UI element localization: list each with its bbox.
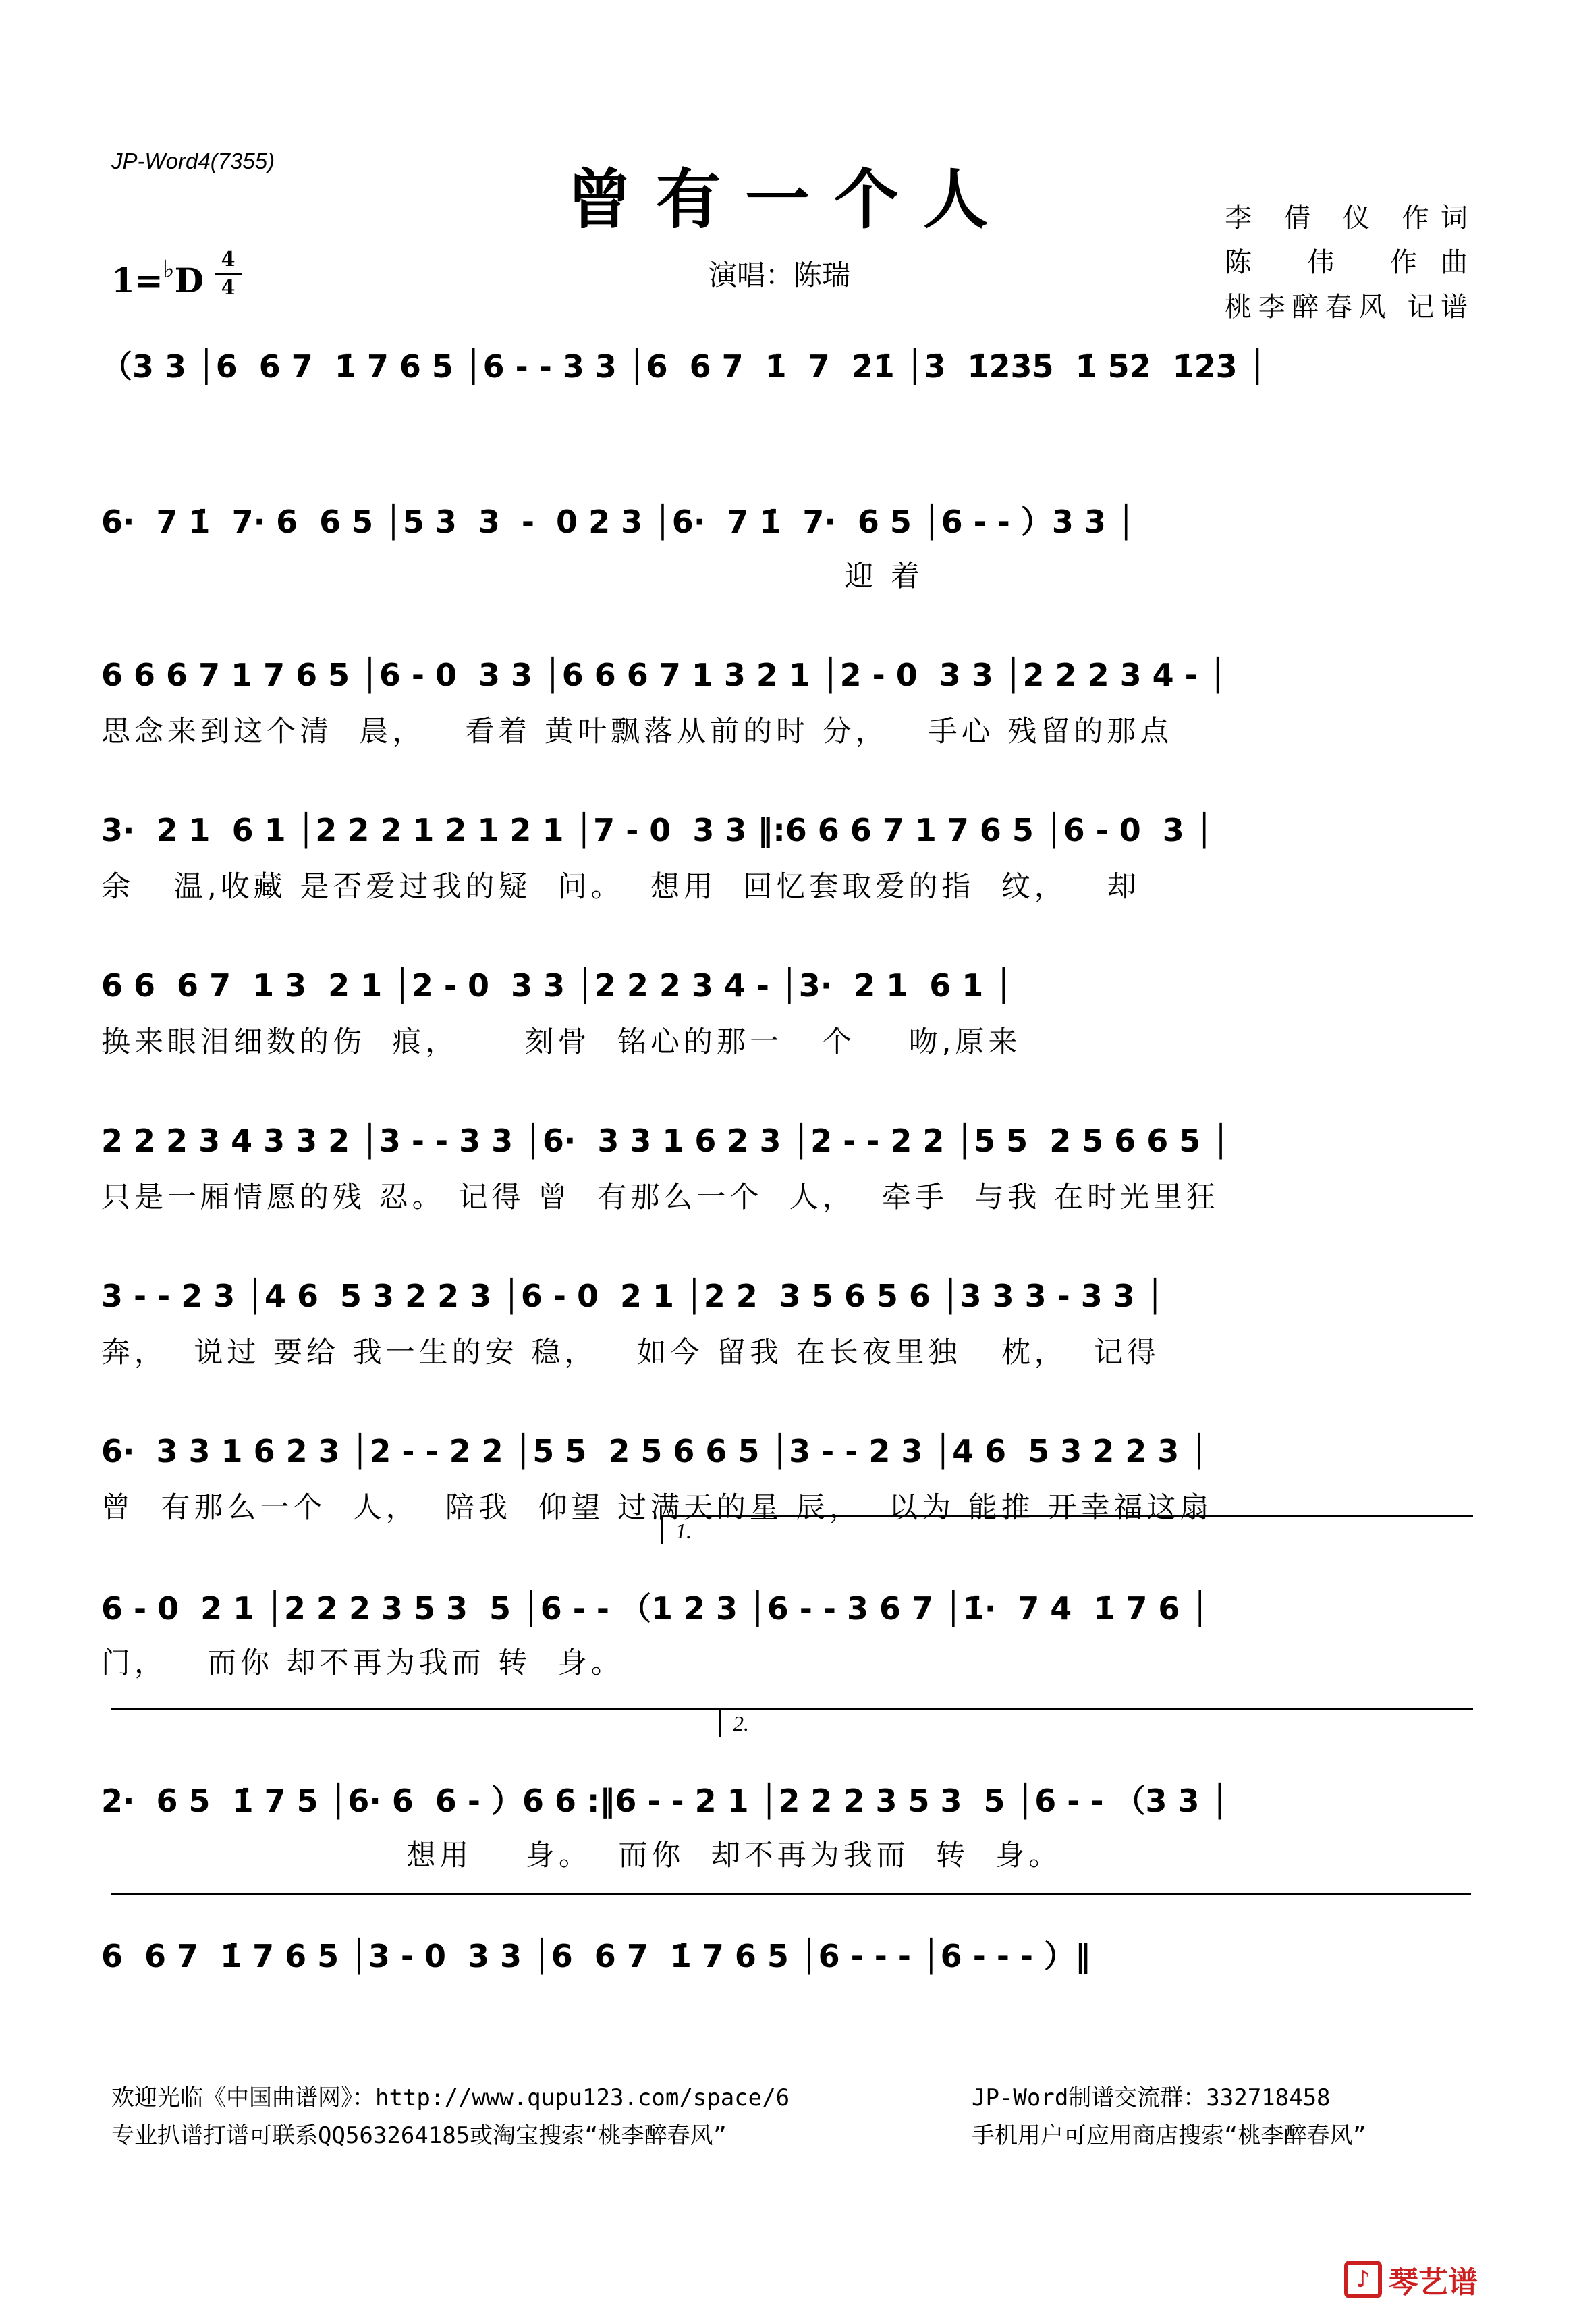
score-row-5 [101,958,1471,1059]
transcriber-credit: 桃李醉春风 记谱 [1225,292,1468,323]
flat-symbol: ♭ [163,255,175,283]
notation-line: 6· 7 1̇ 7· 6 6 5 │5 3 3 - 0 2 3 │6· 7 1̇ 7· 6 5 │6 - - ）3 3 │ [101,504,1136,540]
time-signature-bottom: 4 [221,276,236,300]
credits [1225,196,1468,329]
notation-line: 2· 6 5 1̇ 7 5 │6· 6 6 - ）6 6 :‖6 - - 2 1 │2 2 2 3 5 3 5 │6 - - （3 3 │ [101,1783,1229,1819]
volta-first-label: 1. [675,1519,692,1543]
notation-line: 6 6 6 7 1 7 6 5 │6 - 0 3 3 │6 6 6 7 1 3 2 1 │2 - 0 3 3 │2 2 2 3 4 - │ [101,657,1227,693]
score-row-6 [101,1114,1471,1214]
lyrics-line: 思念来到这个清 晨， 看着 黄叶飘落从前的时 分， 手心 残留的那点 [101,715,1173,749]
software-version: JP-Word4(7355) [111,148,275,173]
notation-line: 3 - - 2 3 │4 6 5 3 2 2 3 │6 - 0 2 1 │2 2 3 5 6 5 6 │3 3 3 - 3 3 │ [101,1278,1165,1314]
lyrics-line: 曾 有那么一个 人， 陪我 仰望 过满天的星 辰， 以为 能推 开幸福这扇 [101,1491,1213,1525]
score-row-7 [101,1269,1471,1370]
notation-line: （3 3 │6 6 7 1̇ 7 6 5 │6 - - 3 3 │6 6 7 1̇ 7 2̇1̇ │3̇ 1̇2̇3̇5̇ 1̇ 5̇2̇ 1̇2̇3̇ │ [101,348,1267,385]
key-prefix: 1= [111,261,163,300]
final-section-line [111,1893,1471,1895]
lyrics-line: 想用 身。 而你 却不再为我而 转 身。 [101,1839,1062,1872]
footer-app: 手机用户可应用商店搜索“桃李醉春风” [972,2122,1366,2149]
score-row-11 [101,1927,1471,1995]
lyrics-line: 只是一厢情愿的残 忍。 记得 曾 有那么一个 人， 牵手 与我 在时光里狂 [101,1181,1220,1214]
volta-first-ending [661,1515,1473,1544]
lyrics-line: 换来眼泪细数的伤 痕， 刻骨 铭心的那一 个 吻,原来 [101,1025,1022,1059]
score-row-9 [101,1579,1471,1680]
lyrics-line: 迎 着 [101,560,924,593]
song-title: 曾有一个人 [567,161,1012,238]
score-row-4 [101,803,1471,904]
notation-line: 6 6 6 7 1 3 2 1 │2 - 0 3 3 │2 2 2 3 4 - │3· 2 1 6 1 │ [101,967,1014,1004]
notation-line: 6 - 0 2 1 │2 2 2 3 5 3 5 │6 - - （1 2 3 │6 - - 3 6 7 │1̇· 7 4 1̇ 7 6 │ [101,1590,1210,1627]
score-row-8 [101,1424,1471,1525]
lyricist-credit: 李 倩 仪 作词 [1225,202,1468,234]
notation-line: 2 2 2 3 4 3 3 2 │3 - - 3 3 │6· 3 3 1 6 2 3 │2 - - 2 2 │5 5 2 5 6 6 5 │ [101,1123,1231,1159]
key-note: D [174,261,204,300]
notation-line: 6 6 7 1̇ 7 6 5 │3 - 0 3 3 │6 6 7 1̇ 7 6 5 │6 - - - │6 - - - ）‖ [101,1938,1091,1974]
composer-credit: 陈 伟 作曲 [1225,247,1468,278]
volta-second-ending [719,1708,1473,1737]
score-row-1 [101,337,1471,405]
lyrics-line: 门， 而你 却不再为我而 转 身。 [101,1646,624,1680]
score-row-10 [101,1772,1471,1872]
footer-contact: 专业扒谱打谱可联系QQ563264185或淘宝搜索“桃李醉春风” [111,2122,727,2149]
footer-left [111,2079,790,2155]
time-signature-top: 4 [221,248,236,271]
logo-mark-icon: ♪ [1344,2261,1382,2298]
singer-credit: 演唱：陈瑞 [709,259,851,292]
lyrics-line: 余 温,收藏 是否爱过我的疑 问。 想用 回忆套取爱的指 纹， 却 [101,870,1140,904]
time-signature [215,248,242,300]
volta-second-label: 2. [733,1711,749,1735]
lyrics-line: 奔， 说过 要给 我一生的安 稳， 如今 留我 在长夜里独 枕， 记得 [101,1336,1161,1370]
watermark-text: 琴艺谱 [1389,2265,1478,2300]
footer-group: JP-Word制谱交流群：332718458 [972,2084,1331,2111]
score-row-3 [101,648,1471,749]
notation-line: 6· 3 3 1 6 2 3 │2 - - 2 2 │5 5 2 5 6 6 5 │3 - - 2 3 │4 6 5 3 2 2 3 │ [101,1433,1209,1469]
footer-site-link[interactable]: 欢迎光临《中国曲谱网》：http://www.qupu123.com/space/6 [111,2084,790,2111]
footer-right [972,2079,1366,2155]
score-row-2 [101,493,1471,593]
time-signature-line [215,273,242,275]
watermark-logo [1344,2258,1478,2301]
notation-line: 3· 2 1 6 1 │2 2 2 1 2 1 2 1 │7 - 0 3 3 ‖:6 6 6 7 1 7 6 5 │6 - 0 3 │ [101,812,1214,848]
key-signature [111,255,204,300]
